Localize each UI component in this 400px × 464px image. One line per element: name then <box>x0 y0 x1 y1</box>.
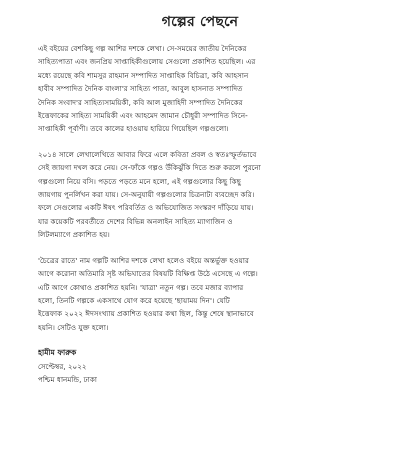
text-line: সাপ্তাহিকী পূর্বাণী। তবে কালের হাওয়ায় হারিয়ে গিয়েছিল গল্পগুলো। <box>38 124 229 134</box>
page-title: গল্পের পেছনে <box>161 14 239 30</box>
text-line: ২০১৪ সালে লেখালেখিতে আবার ফিরে এলে কবিতা প্রবল ও স্বতঃস্ফূর্তভাবে <box>38 149 257 159</box>
text-line: ইত্তেফাক ২০২২ ঈদসংখ্যায় প্রকাশিত হওয়ার কথা ছিল, কিন্তু শেষে স্থানাভাবে <box>38 309 254 319</box>
author-name: হামীম ফারুক <box>38 348 77 358</box>
signature-date: সেপ্টেম্বর, ২০২২ <box>38 361 87 371</box>
paragraph-2 <box>38 148 362 242</box>
text-line: মধ্যে রয়েছে কবি শামসুর রাহমান সম্পাদিত সাপ্তাহিক বিচিত্রা, কবি আহসান <box>38 70 249 80</box>
text-line: ইত্তেফাকের সাহিত্য সাময়িকী এবং আহমেদ জামান চৌধুরী সম্পাদিত সিনে- <box>38 111 248 121</box>
signature-block <box>38 346 362 386</box>
text-line: হলো, তিনটি গল্পকে একসাথে যোগ করে হয়েছে 'ছায়াময় দিন'। যেটি <box>38 295 230 305</box>
signature-place: পশ্চিম ধানমন্ডি, ঢাকা <box>38 374 97 384</box>
text-line: ফলে সেগুলোর একটি ঈষৎ পরিবর্তিত ও অভিযোজিত সংস্করণ দাঁড়িয়ে যায়। <box>38 203 254 213</box>
text-line: হয়নি। সেটিও যুক্ত হলো। <box>38 322 109 332</box>
text-line: হাবীব সম্পাদিত দৈনিক বাংলা'র সাহিত্য পাতা, আবুল হাসনাত সম্পাদিত <box>38 84 243 94</box>
paragraph-3 <box>38 254 362 334</box>
text-line: 'চৈত্রের রাতে' নাম গল্পটি আশির দশকে লেখা হলেও বইয়ে অন্তর্ভুক্ত হওয়ার <box>38 255 249 265</box>
text-line: আগে করোনা অতিমারি সৃষ্ট অভিঘাতের বিষয়টি বিক্ষিপ্ত উঠে এসেছে এ গল্পে। <box>38 269 258 279</box>
text-line: জায়গায় পুনর্লিখন করা যায়। সে-অনুযায়ী গল্পগুলোর চিত্রনাট্য ব্যবচ্ছেদ করি। <box>38 190 255 200</box>
paragraph-1 <box>38 42 362 136</box>
text-line: গল্পগুলো নিয়ে বসি। পড়তে পড়তে মনে হলো, এই গল্পগুলোর কিছু কিছু <box>38 176 241 186</box>
text-line: সাহিত্যপাতা এবং জনপ্রিয় সাপ্তাহিকীগুলোয় সেগুলো প্রকাশিত হয়েছিল। এর <box>38 57 256 67</box>
text-line: লিটলম্যাগে প্রকাশিত হয়। <box>38 230 110 240</box>
text-line: এই বইয়ের বেশকিছু গল্প আশির দশকে লেখা। সে-সময়ের জাতীয় দৈনিকের <box>38 44 247 53</box>
text-line: সেই জায়গা দখল করে নেয়। সে-ফাঁকে গল্পও উঁকিঝুঁকি দিতে শুরু করলে পুরনো <box>38 163 261 173</box>
text-line: যার কয়েকটি পরবর্তীতে দেশের বিভিন্ন অনলাইন সাহিত্য ম্যাগাজিন ও <box>38 216 233 226</box>
text-line: এটি আগে কোথাও প্রকাশিত হয়নি। 'যাত্রা' নতুন গল্প। তবে মজার ব্যাপার <box>38 282 244 292</box>
body-text <box>38 42 362 386</box>
text-line: দৈনিক সংবাদ'র সাহিত্যসাময়িকী, কবি আল মুজাহিদী সম্পাদিত দৈনিকের <box>38 97 243 107</box>
